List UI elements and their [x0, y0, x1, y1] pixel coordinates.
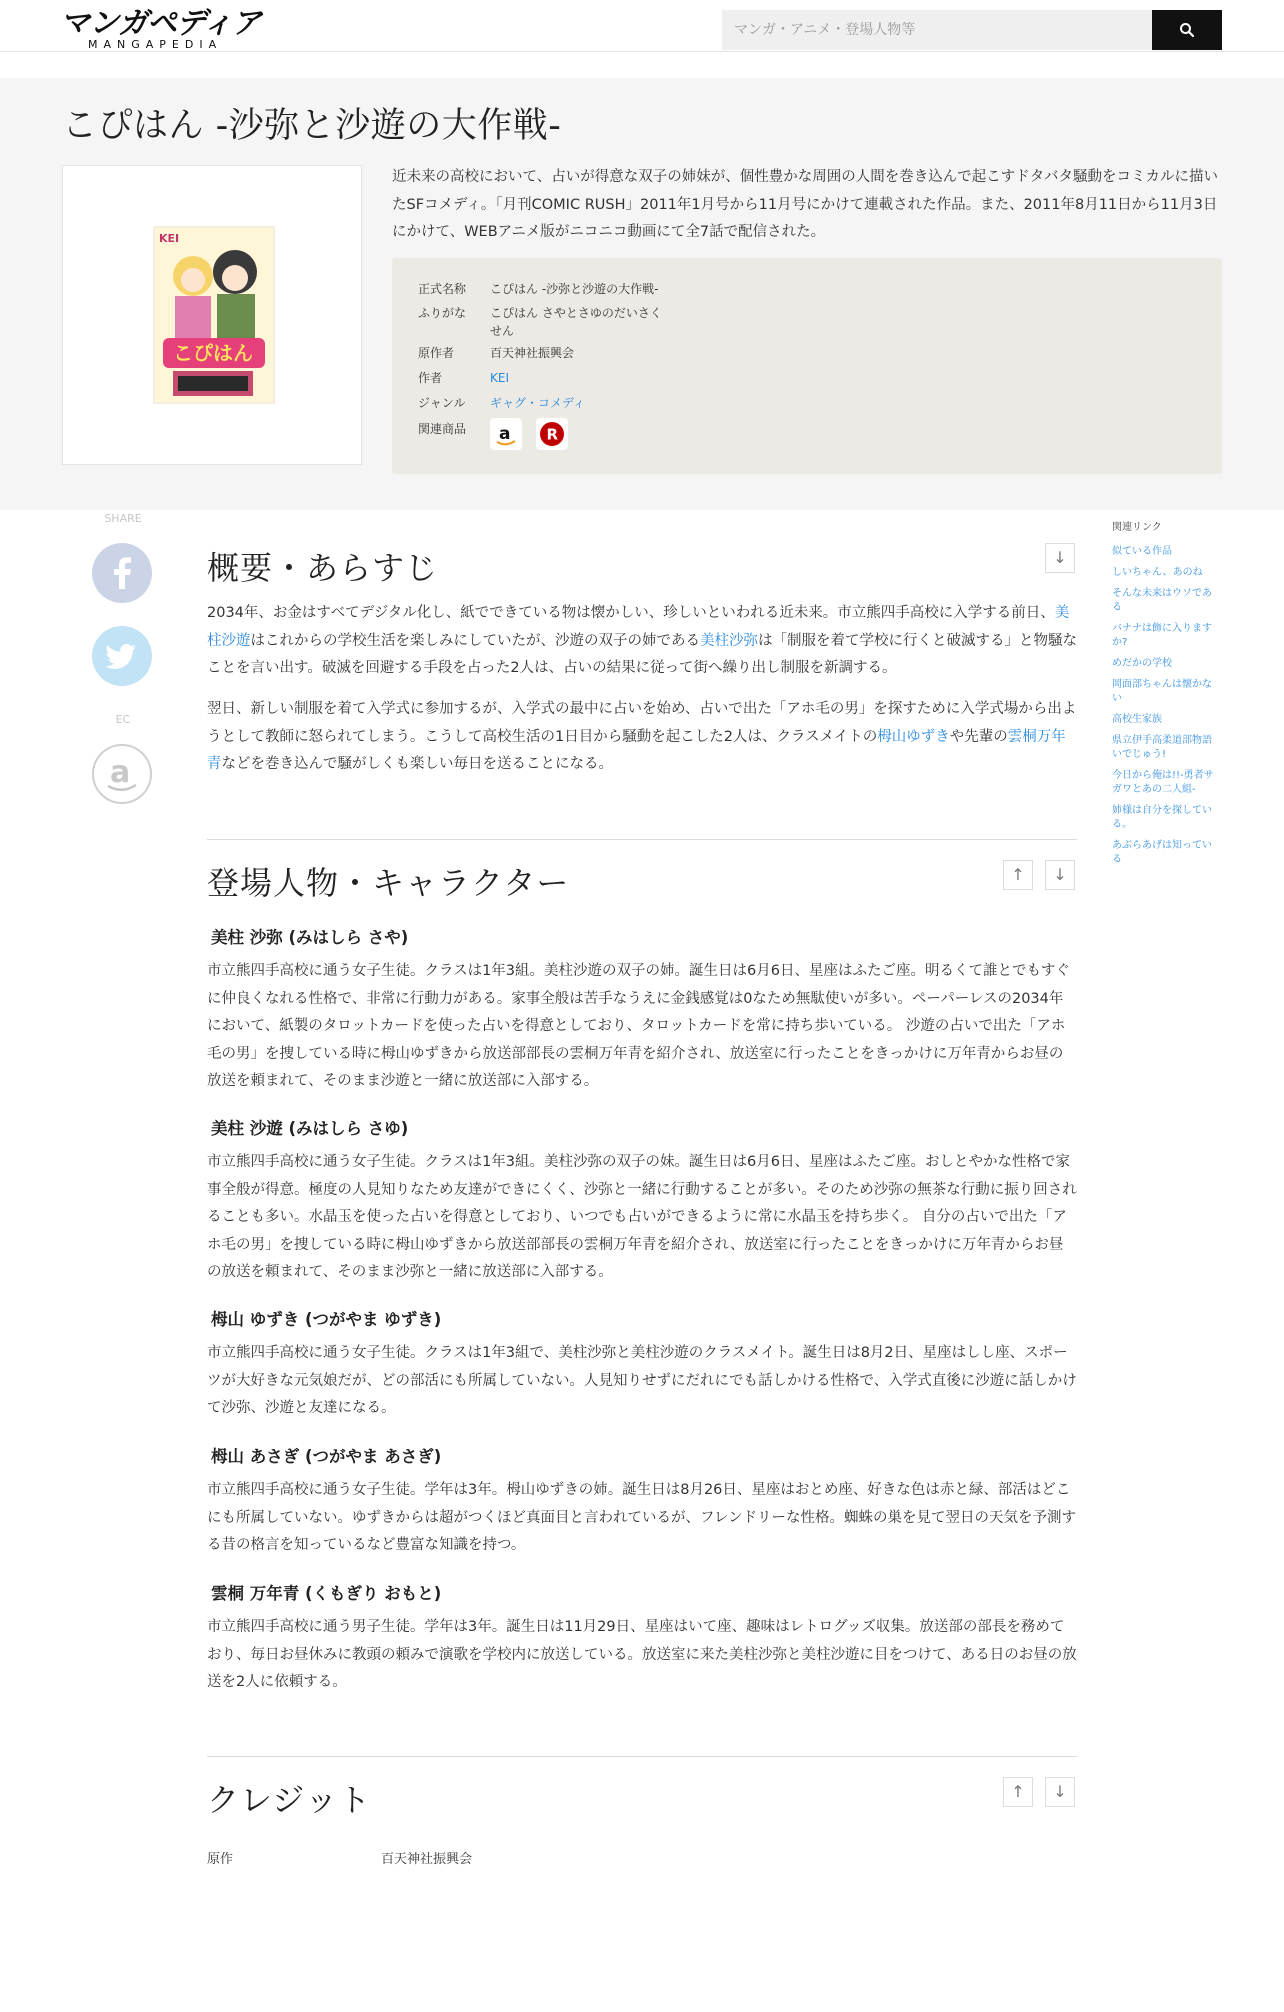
arrow-down-icon: ↓: [1053, 865, 1067, 884]
character-description: 市立熊四手高校に通う女子生徒。クラスは1年3組。美柱沙弥の双子の妹。誕生日は6月6日、星座はふたご座。おしとやかな性格で家事全般が得意。極度の人見知りなため友達ができにくく、沙弥と一緒に行動することが多い。そのため沙弥の無茶な行動に振り回されることも多い。水晶玉を使った占いを得意としており、いつでも占いができるように常に水晶玉を持ち歩く。 自分の占いで出た「アホ毛の男」を捜している時に栂山ゆずきから放送部部長の雲桐万年青を紹介され、放送室に行ったことをきっかけに万年青からお昼の放送を頼まれて、そのまま沙弥と一緒に放送部に入部する。: [207, 1154, 1077, 1280]
text-segment: は「制服を着て学校に行くと破滅する」と物騒なことを言い出す。破滅を回避する手段を占った2人は、占いの結果に従って街へ繰り出し制服を新調する。: [207, 632, 1077, 676]
character-name: 雲桐 万年青 (くもぎり おもと): [211, 1584, 442, 1603]
character-link-omoto[interactable]: 雲桐万年青: [207, 728, 1066, 772]
related-link[interactable]: 岡面部ちゃんは懐かない: [1112, 679, 1212, 704]
credits-title: クレジット: [207, 1781, 372, 1819]
twitter-share-button[interactable]: [92, 626, 152, 686]
related-link[interactable]: あぶらあげは知っている: [1112, 840, 1212, 865]
svg-text:R: R: [546, 425, 558, 444]
related-link[interactable]: 似ている作品: [1112, 546, 1172, 557]
svg-text:こぴはん: こぴはん: [173, 341, 253, 365]
character-name: 美柱 沙弥 (みはしら さや): [211, 928, 409, 947]
overview-title: 概要・あらすじ: [207, 549, 439, 587]
info-key: 作者: [418, 371, 443, 385]
svg-text:a: a: [499, 424, 511, 444]
related-links: [1112, 518, 1217, 874]
search-button[interactable]: [1152, 10, 1222, 50]
work-info-table: [392, 258, 1222, 474]
svg-text:a: a: [110, 755, 131, 790]
arrow-up-icon: ↑: [1011, 1782, 1025, 1801]
amazon-ec-button[interactable]: [92, 744, 152, 804]
arrow-down-icon: ↓: [1053, 548, 1067, 567]
info-value: こぴはん さやとさゆのだいさくせん: [490, 306, 662, 338]
character-name: 栂山 ゆずき (つがやま ゆずき): [211, 1310, 442, 1329]
overview-paragraph-1: [207, 600, 1077, 683]
facebook-share-button[interactable]: [92, 543, 152, 603]
related-link[interactable]: めだかの学校: [1112, 658, 1172, 669]
section-divider: [207, 1756, 1077, 1757]
text-segment: 2034年、お金はすべてデジタル化し、紙でできている物は懐かしい、珍しいといわれる近未来。市立熊四手高校に入学する前日、: [207, 605, 1055, 621]
info-value: [490, 418, 670, 455]
search-bar: [722, 10, 1222, 50]
svg-text:KEI: KEI: [159, 232, 180, 245]
text-segment: はこれからの学校生活を楽しみにしていたが、沙遊の双子の姉である: [250, 632, 700, 649]
section-divider: [207, 839, 1077, 840]
scroll-down-button[interactable]: [1045, 1777, 1075, 1807]
ec-label: EC: [115, 713, 131, 726]
character-link-yuzuki[interactable]: 栂山ゆずき: [877, 728, 950, 745]
cover-frame: [62, 165, 362, 465]
logo-subtext: MANGAPEDIA: [88, 38, 223, 51]
scroll-down-button[interactable]: [1045, 860, 1075, 890]
info-key: 関連商品: [418, 422, 467, 436]
search-icon: [1179, 22, 1195, 38]
text-segment: などを巻き込んで騒がしくも楽しい毎日を送ることになる。: [221, 756, 613, 772]
site-logo[interactable]: [60, 8, 265, 50]
related-link[interactable]: 県立伊手高柔道部物語 いでじゅう!: [1112, 735, 1212, 760]
facebook-icon: [92, 543, 152, 603]
amazon-icon[interactable]: [490, 418, 522, 450]
character-description: 市立熊四手高校に通う女子生徒。クラスは1年3組。美柱沙遊の双子の姉。誕生日は6月6日、星座はふたご座。明るくて誰とでもすぐに仲良くなれる性格で、非常に行動力がある。家事全般は苦手なうえに金銭感覚は0なため無駄使いが多い。ペーパーレスの2034年において、紙製のタロットカードを使った占いを得意としており、タロットカードを常に持ち歩いている。 沙遊の占いで出た「アホ毛の男」を捜している時に栂山ゆずきから放送部部長の雲桐万年青を紹介され、放送室に行ったことをきっかけに万年青からお昼の放送を頼まれて、そのまま沙遊と一緒に放送部に入部する。: [207, 963, 1070, 1089]
character-link-sayu[interactable]: 美柱沙遊: [207, 605, 1070, 649]
character-description: 市立熊四手高校に通う男子生徒。学年は3年。誕生日は11月29日、星座はいて座、趣味はレトログッズ収集。放送部の部長を務めており、毎日お昼休みに教頭の頼みで演歌を学校内に放送している。放送室に来た美柱沙弥と美柱沙遊に目をつけて、ある日のお昼の放送を2人に依頼する。: [207, 1619, 1077, 1690]
related-link[interactable]: そんな未来はウソである: [1112, 588, 1212, 613]
site-header: [0, 0, 1284, 52]
scroll-down-button[interactable]: [1045, 543, 1075, 573]
info-key: ジャンル: [418, 396, 466, 410]
twitter-icon: [92, 626, 152, 686]
scroll-up-button[interactable]: [1003, 1777, 1033, 1807]
character-name: 美柱 沙遊 (みはしら さゆ): [211, 1119, 409, 1138]
character-description: 市立熊四手高校に通う女子生徒。クラスは1年3組で、美柱沙弥と美柱沙遊のクラスメイト。誕生日は8月2日、星座はしし座、スポーツが大好きな元気娘だが、どの部活にも所属していない。人見知りせずにだれにでも話しかける性格で、入学式直後に沙遊に話しかけて沙弥、沙遊と友達になる。: [207, 1345, 1077, 1416]
arrow-up-icon: ↑: [1011, 865, 1025, 884]
related-link[interactable]: しいちゃん、あのね: [1112, 567, 1203, 578]
related-link[interactable]: 今日から俺は!!-勇者サガワとあの二人組-: [1112, 770, 1214, 795]
page-title: こぴはん -沙弥と沙遊の大作戦-: [62, 106, 562, 146]
cover-image[interactable]: [153, 226, 275, 404]
scroll-up-button[interactable]: [1003, 860, 1033, 890]
related-link[interactable]: バナナは飾に入りますか?: [1112, 623, 1212, 648]
related-links-heading: 関連リンク: [1112, 522, 1162, 533]
characters-title: 登場人物・キャラクター: [207, 864, 570, 902]
info-key: 正式名称: [418, 282, 467, 296]
character-description: 市立熊四手高校に通う女子生徒。学年は3年。栂山ゆずきの姉。誕生日は8月26日、星座はおとめ座、好きな色は赤と緑、部活はどこにも所属していない。ゆずきからは超がつくほど真面目と言われているが、フレンドリーな性格。蜘蛛の巣を見て翌日の天気を予測する昔の格言を知っているなど豊富な知識を持つ。: [207, 1482, 1077, 1553]
logo-mark: マンガペディア: [60, 6, 261, 41]
text-segment: や先輩の: [949, 728, 1008, 745]
credit-name: 百天神社振興会: [381, 1852, 473, 1867]
related-link[interactable]: 姉様は自分を探している。: [1112, 805, 1212, 830]
character-link-saya[interactable]: 美柱沙弥: [700, 632, 758, 649]
search-input[interactable]: [722, 10, 1152, 50]
overview-paragraph-2: [207, 696, 1077, 779]
arrow-down-icon: ↓: [1053, 1782, 1067, 1801]
info-key: 原作者: [418, 346, 455, 360]
info-value: 百天神社振興会: [490, 346, 575, 360]
info-value: こぴはん -沙弥と沙遊の大作戦-: [490, 282, 659, 296]
rakuten-icon[interactable]: [536, 418, 568, 450]
related-links-list: [1112, 545, 1217, 867]
character-name: 栂山 あさぎ (つがやま あさぎ): [211, 1447, 442, 1466]
genre-link[interactable]: ギャグ・コメディ: [490, 396, 586, 410]
author-link[interactable]: KEI: [490, 371, 509, 385]
credit-role: 原作: [207, 1852, 234, 1867]
text-segment: 翌日、新しい制服を着て入学式に参加するが、入学式の最中に占いを始め、占いで出た「アホ毛の男」を探すために入学式場から出ようとして教師に怒られてしまう。こうして高校生活の1日目から騒動を起こした2人は、クラスメイトの: [207, 701, 1077, 745]
amazon-icon: [94, 746, 150, 802]
info-key: ふりがな: [418, 306, 467, 320]
share-label: SHARE: [104, 512, 142, 525]
related-link[interactable]: 高校生家族: [1112, 714, 1162, 725]
work-summary: 近未来の高校において、占いが得意な双子の姉妹が、個性豊かな周囲の人間を巻き込んで起こすドタバタ騒動をコミカルに描いたSFコメディ。「月刊COMIC RUSH」2011年1月号から11月号にかけて連載された作品。また、2011年8月11日から11月3日にかけて、WEBアニメ版がニコニコ動画にて全7話で配信された。: [392, 169, 1219, 240]
